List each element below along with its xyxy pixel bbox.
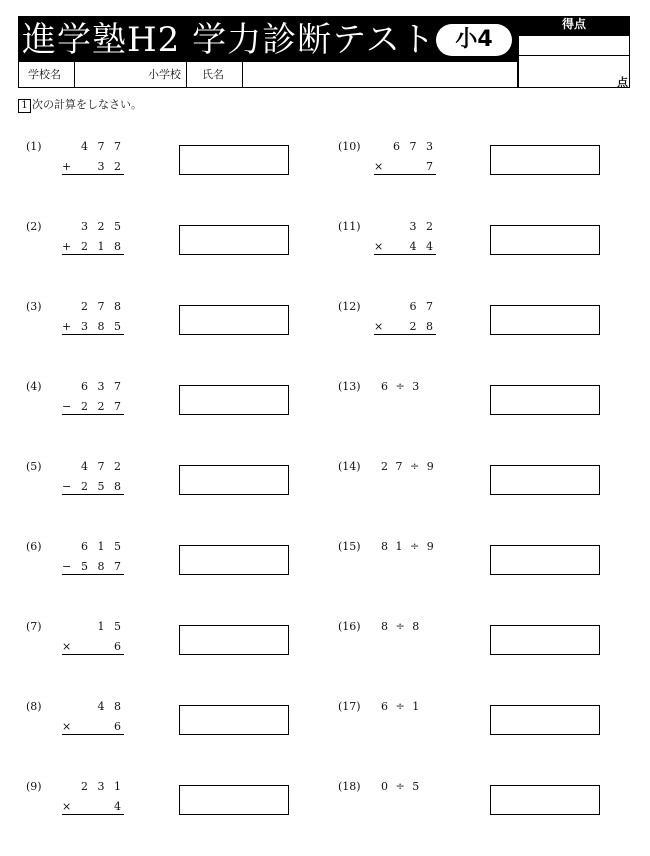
answer-box[interactable] xyxy=(179,145,289,175)
school-suffix: 小学校 xyxy=(148,68,181,81)
second-operand: 5 8 7 xyxy=(81,560,124,573)
problem-number: (6) xyxy=(26,540,42,553)
divider xyxy=(74,62,75,88)
second-operand-row xyxy=(374,160,436,175)
problem-number: (8) xyxy=(26,700,42,713)
problem-number: (10) xyxy=(338,140,361,153)
second-operand: 2 8 xyxy=(409,320,436,333)
first-operand: 6 7 3 xyxy=(393,140,436,153)
second-operand: 2 5 8 xyxy=(81,480,124,493)
first-operand: 1 5 xyxy=(97,620,124,633)
problem-number: (1) xyxy=(26,140,42,153)
second-operand-row xyxy=(62,160,124,175)
second-operand: 3 8 5 xyxy=(81,320,124,333)
first-operand: 4 7 2 xyxy=(81,460,124,473)
operator: − xyxy=(62,480,75,493)
instruction-text: 次の計算をしなさい。 xyxy=(32,98,142,111)
division-expression: 6 ÷ 1 xyxy=(381,700,422,713)
operator: × xyxy=(374,320,387,333)
second-operand-row xyxy=(62,320,124,335)
score-divider xyxy=(518,55,630,56)
problem-number: (12) xyxy=(338,300,361,313)
answer-box[interactable] xyxy=(179,785,289,815)
first-operand: 6 7 xyxy=(409,300,436,313)
info-row xyxy=(18,62,518,88)
answer-box[interactable] xyxy=(179,465,289,495)
second-operand: 3 2 xyxy=(97,160,124,173)
first-operand: 2 3 1 xyxy=(81,780,124,793)
problem-number: (4) xyxy=(26,380,42,393)
operator: − xyxy=(62,400,75,413)
problem-number: (11) xyxy=(338,220,361,233)
answer-box[interactable] xyxy=(490,625,600,655)
page-title: 進学塾H2 学力診断テスト xyxy=(22,20,436,60)
score-unit: 点 xyxy=(617,76,628,89)
operator: + xyxy=(62,160,75,173)
answer-box[interactable] xyxy=(179,305,289,335)
second-operand-row xyxy=(62,560,124,575)
answer-box[interactable] xyxy=(179,225,289,255)
operator: × xyxy=(374,160,387,173)
second-operand: 4 xyxy=(114,800,124,813)
division-expression: 6 ÷ 3 xyxy=(381,380,422,393)
operator: − xyxy=(62,560,75,573)
second-operand-row xyxy=(374,320,436,335)
second-operand: 6 xyxy=(114,720,124,733)
problem-number: (3) xyxy=(26,300,42,313)
answer-box[interactable] xyxy=(490,385,600,415)
second-operand-row xyxy=(62,480,124,495)
problem-number: (5) xyxy=(26,460,42,473)
answer-box[interactable] xyxy=(179,545,289,575)
answer-box[interactable] xyxy=(490,465,600,495)
answer-box[interactable] xyxy=(490,705,600,735)
second-operand-row xyxy=(62,800,124,815)
problem-number: (14) xyxy=(338,460,361,473)
problem-number: (7) xyxy=(26,620,42,633)
problem-number: (17) xyxy=(338,700,361,713)
first-operand: 4 7 7 xyxy=(81,140,124,153)
question-number: 1 xyxy=(18,99,31,113)
answer-box[interactable] xyxy=(490,785,600,815)
first-operand: 2 7 8 xyxy=(81,300,124,313)
division-expression: 2 7 ÷ 9 xyxy=(381,460,436,473)
problem-number: (13) xyxy=(338,380,361,393)
second-operand: 6 xyxy=(114,640,124,653)
problem-number: (15) xyxy=(338,540,361,553)
second-operand-row xyxy=(62,720,124,735)
answer-box[interactable] xyxy=(490,545,600,575)
operator: × xyxy=(374,240,387,253)
first-operand: 3 2 5 xyxy=(81,220,124,233)
answer-box[interactable] xyxy=(179,385,289,415)
score-label: 得点 xyxy=(518,16,630,36)
answer-box[interactable] xyxy=(179,705,289,735)
problem-number: (2) xyxy=(26,220,42,233)
divider xyxy=(186,62,187,88)
grade-badge: 小4 xyxy=(436,24,512,56)
instruction xyxy=(18,98,142,113)
operator: + xyxy=(62,320,75,333)
second-operand-row xyxy=(374,240,436,255)
first-operand: 3 2 xyxy=(409,220,436,233)
second-operand-row xyxy=(62,240,124,255)
name-label: 氏名 xyxy=(202,68,224,81)
second-operand-row xyxy=(62,640,124,655)
divider xyxy=(242,62,243,88)
operator: × xyxy=(62,720,75,733)
first-operand: 4 8 xyxy=(97,700,124,713)
school-label: 学校名 xyxy=(28,68,61,81)
operator: × xyxy=(62,640,75,653)
answer-box[interactable] xyxy=(490,225,600,255)
answer-box[interactable] xyxy=(490,305,600,335)
second-operand: 2 1 8 xyxy=(81,240,124,253)
first-operand: 6 3 7 xyxy=(81,380,124,393)
second-operand-row xyxy=(62,400,124,415)
problem-number: (16) xyxy=(338,620,361,633)
first-operand: 6 1 5 xyxy=(81,540,124,553)
division-expression: 8 1 ÷ 9 xyxy=(381,540,436,553)
operator: × xyxy=(62,800,75,813)
second-operand: 2 2 7 xyxy=(81,400,124,413)
division-expression: 8 ÷ 8 xyxy=(381,620,422,633)
division-expression: 0 ÷ 5 xyxy=(381,780,422,793)
answer-box[interactable] xyxy=(179,625,289,655)
answer-box[interactable] xyxy=(490,145,600,175)
problem-number: (9) xyxy=(26,780,42,793)
second-operand: 7 xyxy=(426,160,436,173)
operator: + xyxy=(62,240,75,253)
problem-number: (18) xyxy=(338,780,361,793)
second-operand: 4 4 xyxy=(409,240,436,253)
